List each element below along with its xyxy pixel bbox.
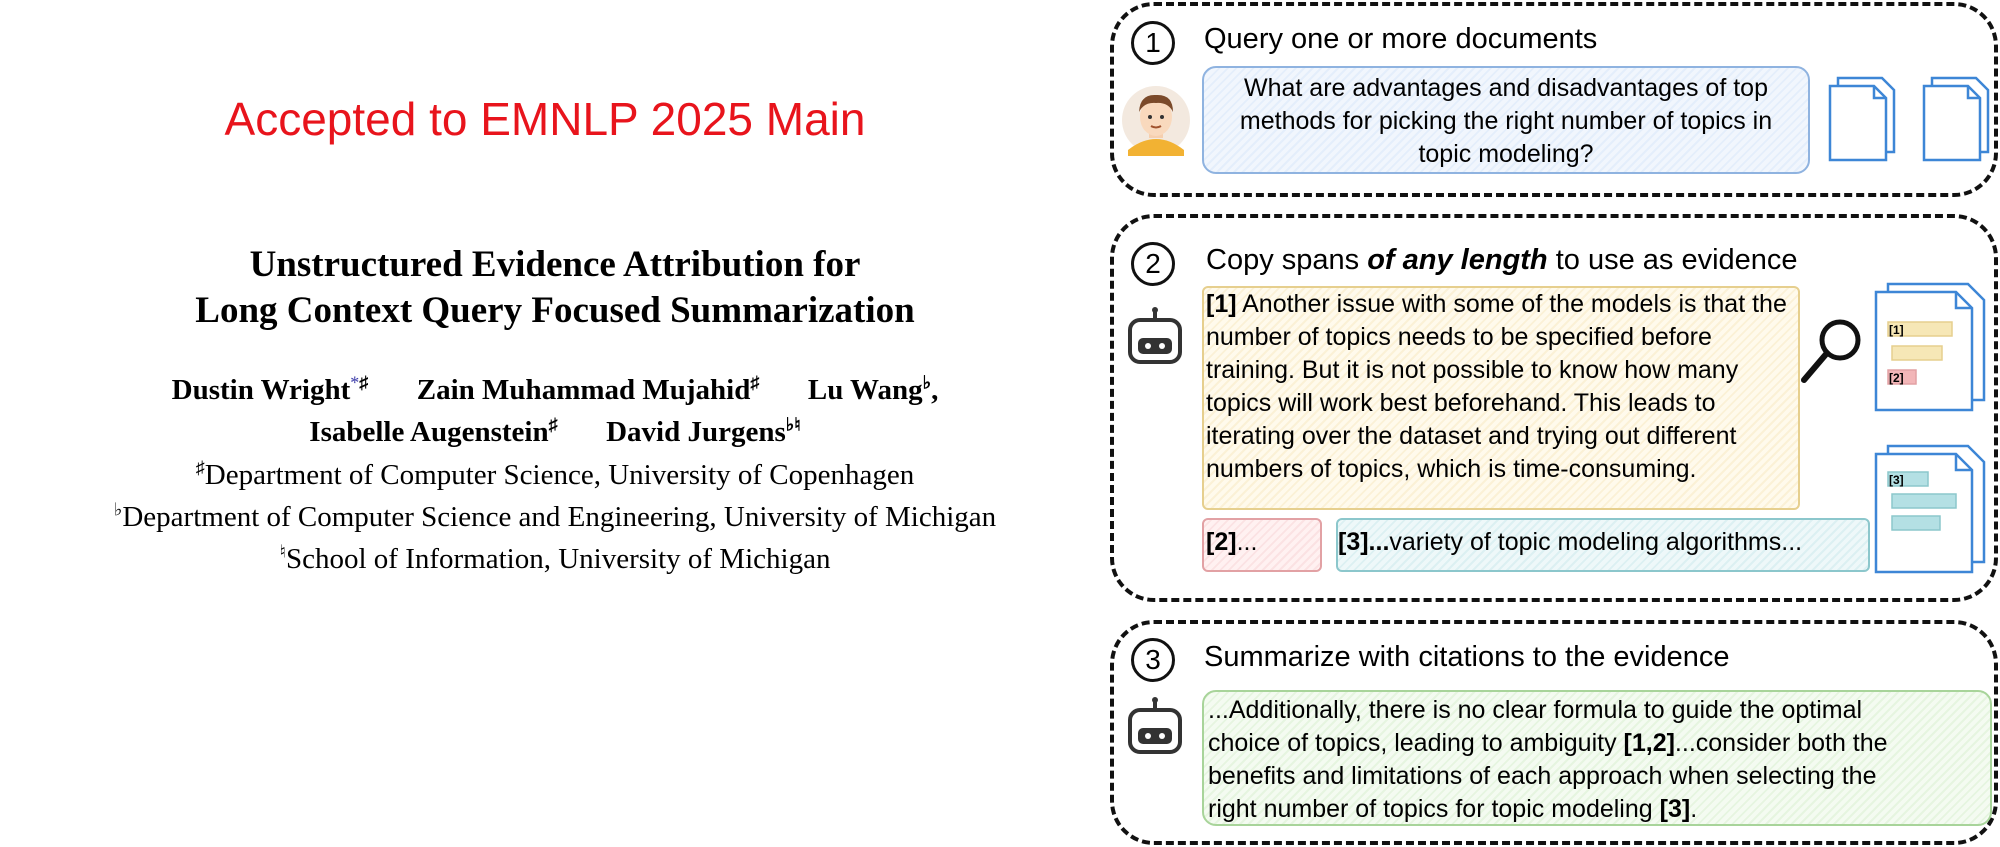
- summary-citation: [1,2]: [1623, 729, 1675, 757]
- step2-number: 2: [1131, 242, 1175, 286]
- step2-heading-pre: Copy spans: [1206, 244, 1368, 276]
- evidence-3-text: variety of topic modeling algorithms...: [1389, 528, 1803, 556]
- user-avatar-icon: [1120, 84, 1192, 156]
- author-mark: ♭♮: [785, 414, 801, 435]
- doc-tag-3: [3]: [1889, 473, 1904, 487]
- step2-heading-emphasis: of any length: [1367, 244, 1548, 276]
- affil-text: Department of Computer Science, University of Copenhagen: [204, 459, 915, 491]
- summary-citation: [3]: [1659, 795, 1691, 823]
- step2-heading: [1206, 244, 1798, 277]
- evidence-1-line: Another issue with some of the models is that the: [1236, 290, 1787, 318]
- author-mark: ♯: [548, 414, 558, 435]
- document-icon: [1872, 282, 1990, 412]
- affil-mark: ♯: [195, 457, 205, 478]
- author-name: David Jurgens: [606, 416, 786, 448]
- evidence-1-ref: [1]: [1206, 290, 1237, 318]
- robot-icon: [1126, 696, 1184, 756]
- summary-line: .: [1690, 795, 1698, 823]
- summary-box: [1202, 690, 1992, 826]
- evidence-1-line: topics will work best beforehand. This leads to: [1206, 389, 1716, 417]
- affiliation-copenhagen: [0, 459, 1110, 492]
- affiliation-michigan-si: [0, 543, 1110, 576]
- evidence-2-text: ...: [1236, 528, 1258, 556]
- step3-heading: Summarize with citations to the evidence: [1204, 641, 1730, 673]
- step1-heading: Query one or more documents: [1204, 23, 1598, 55]
- evidence-span-3: [1336, 518, 1870, 572]
- robot-icon: [1126, 306, 1184, 366]
- summary-line: choice of topics, leading to ambiguity: [1208, 729, 1624, 757]
- evidence-3-ref: [3]...: [1338, 528, 1390, 556]
- evidence-1-line: number of topics needs to be specified before: [1206, 323, 1712, 351]
- author-mark: ♭: [922, 372, 932, 393]
- query-line: topic modeling?: [1418, 140, 1594, 168]
- affil-text: Department of Computer Science and Engineering, University of Michigan: [122, 501, 997, 533]
- affil-mark: ♮: [279, 541, 286, 562]
- author-line-1: [0, 374, 1110, 407]
- author-name: Lu Wang: [807, 374, 923, 406]
- author-separator: ,: [931, 374, 939, 406]
- step1-number: 1: [1131, 21, 1175, 65]
- query-box: [1202, 66, 1810, 174]
- summary-line: benefits and limitations of each approach when selecting the: [1208, 762, 1877, 790]
- author-name: Isabelle Augenstein: [309, 416, 549, 448]
- affiliation-michigan-cse: [0, 501, 1110, 534]
- document-icon: [1824, 74, 1900, 162]
- author-mark: *♯: [350, 372, 369, 393]
- document-icon: [1872, 444, 1990, 574]
- author-mark: ♯: [750, 372, 760, 393]
- magnifier-icon: [1800, 318, 1862, 388]
- title-line-2: Long Context Query Focused Summarization: [195, 290, 915, 331]
- evidence-1-line: training. But it is not possible to know how many: [1206, 356, 1739, 384]
- doc-tag-2: [2]: [1889, 371, 1904, 385]
- evidence-span-2: [1202, 518, 1322, 572]
- query-line: What are advantages and disadvantages of top: [1244, 74, 1768, 102]
- affil-text: School of Information, University of Michigan: [285, 543, 831, 575]
- doc-tag-1: [1]: [1889, 323, 1904, 337]
- author-name: Zain Muhammad Mujahid: [416, 374, 751, 406]
- evidence-span-1: [1202, 286, 1800, 510]
- step3-number: 3: [1131, 638, 1175, 682]
- summary-line: right number of topics for topic modeling: [1208, 795, 1660, 823]
- evidence-1-line: numbers of topics, which is time-consuming.: [1206, 455, 1697, 483]
- affil-mark: ♭: [113, 499, 123, 520]
- author-name: Dustin Wright: [171, 374, 351, 406]
- title-line-1: Unstructured Evidence Attribution for: [249, 244, 861, 285]
- evidence-1-line: iterating over the dataset and trying out different: [1206, 422, 1737, 450]
- evidence-2-ref: [2]: [1206, 528, 1237, 556]
- step2-heading-post: to use as evidence: [1547, 244, 1798, 276]
- document-icon: [1918, 74, 1994, 162]
- summary-line: ...consider both the: [1674, 729, 1888, 757]
- query-line: methods for picking the right number of topics in: [1239, 107, 1773, 135]
- paper-title: [0, 242, 1110, 334]
- acceptance-banner: Accepted to EMNLP 2025 Main: [224, 93, 866, 145]
- summary-line: ...Additionally, there is no clear formula to guide the optimal: [1208, 696, 1863, 724]
- author-line-2: [0, 416, 1110, 449]
